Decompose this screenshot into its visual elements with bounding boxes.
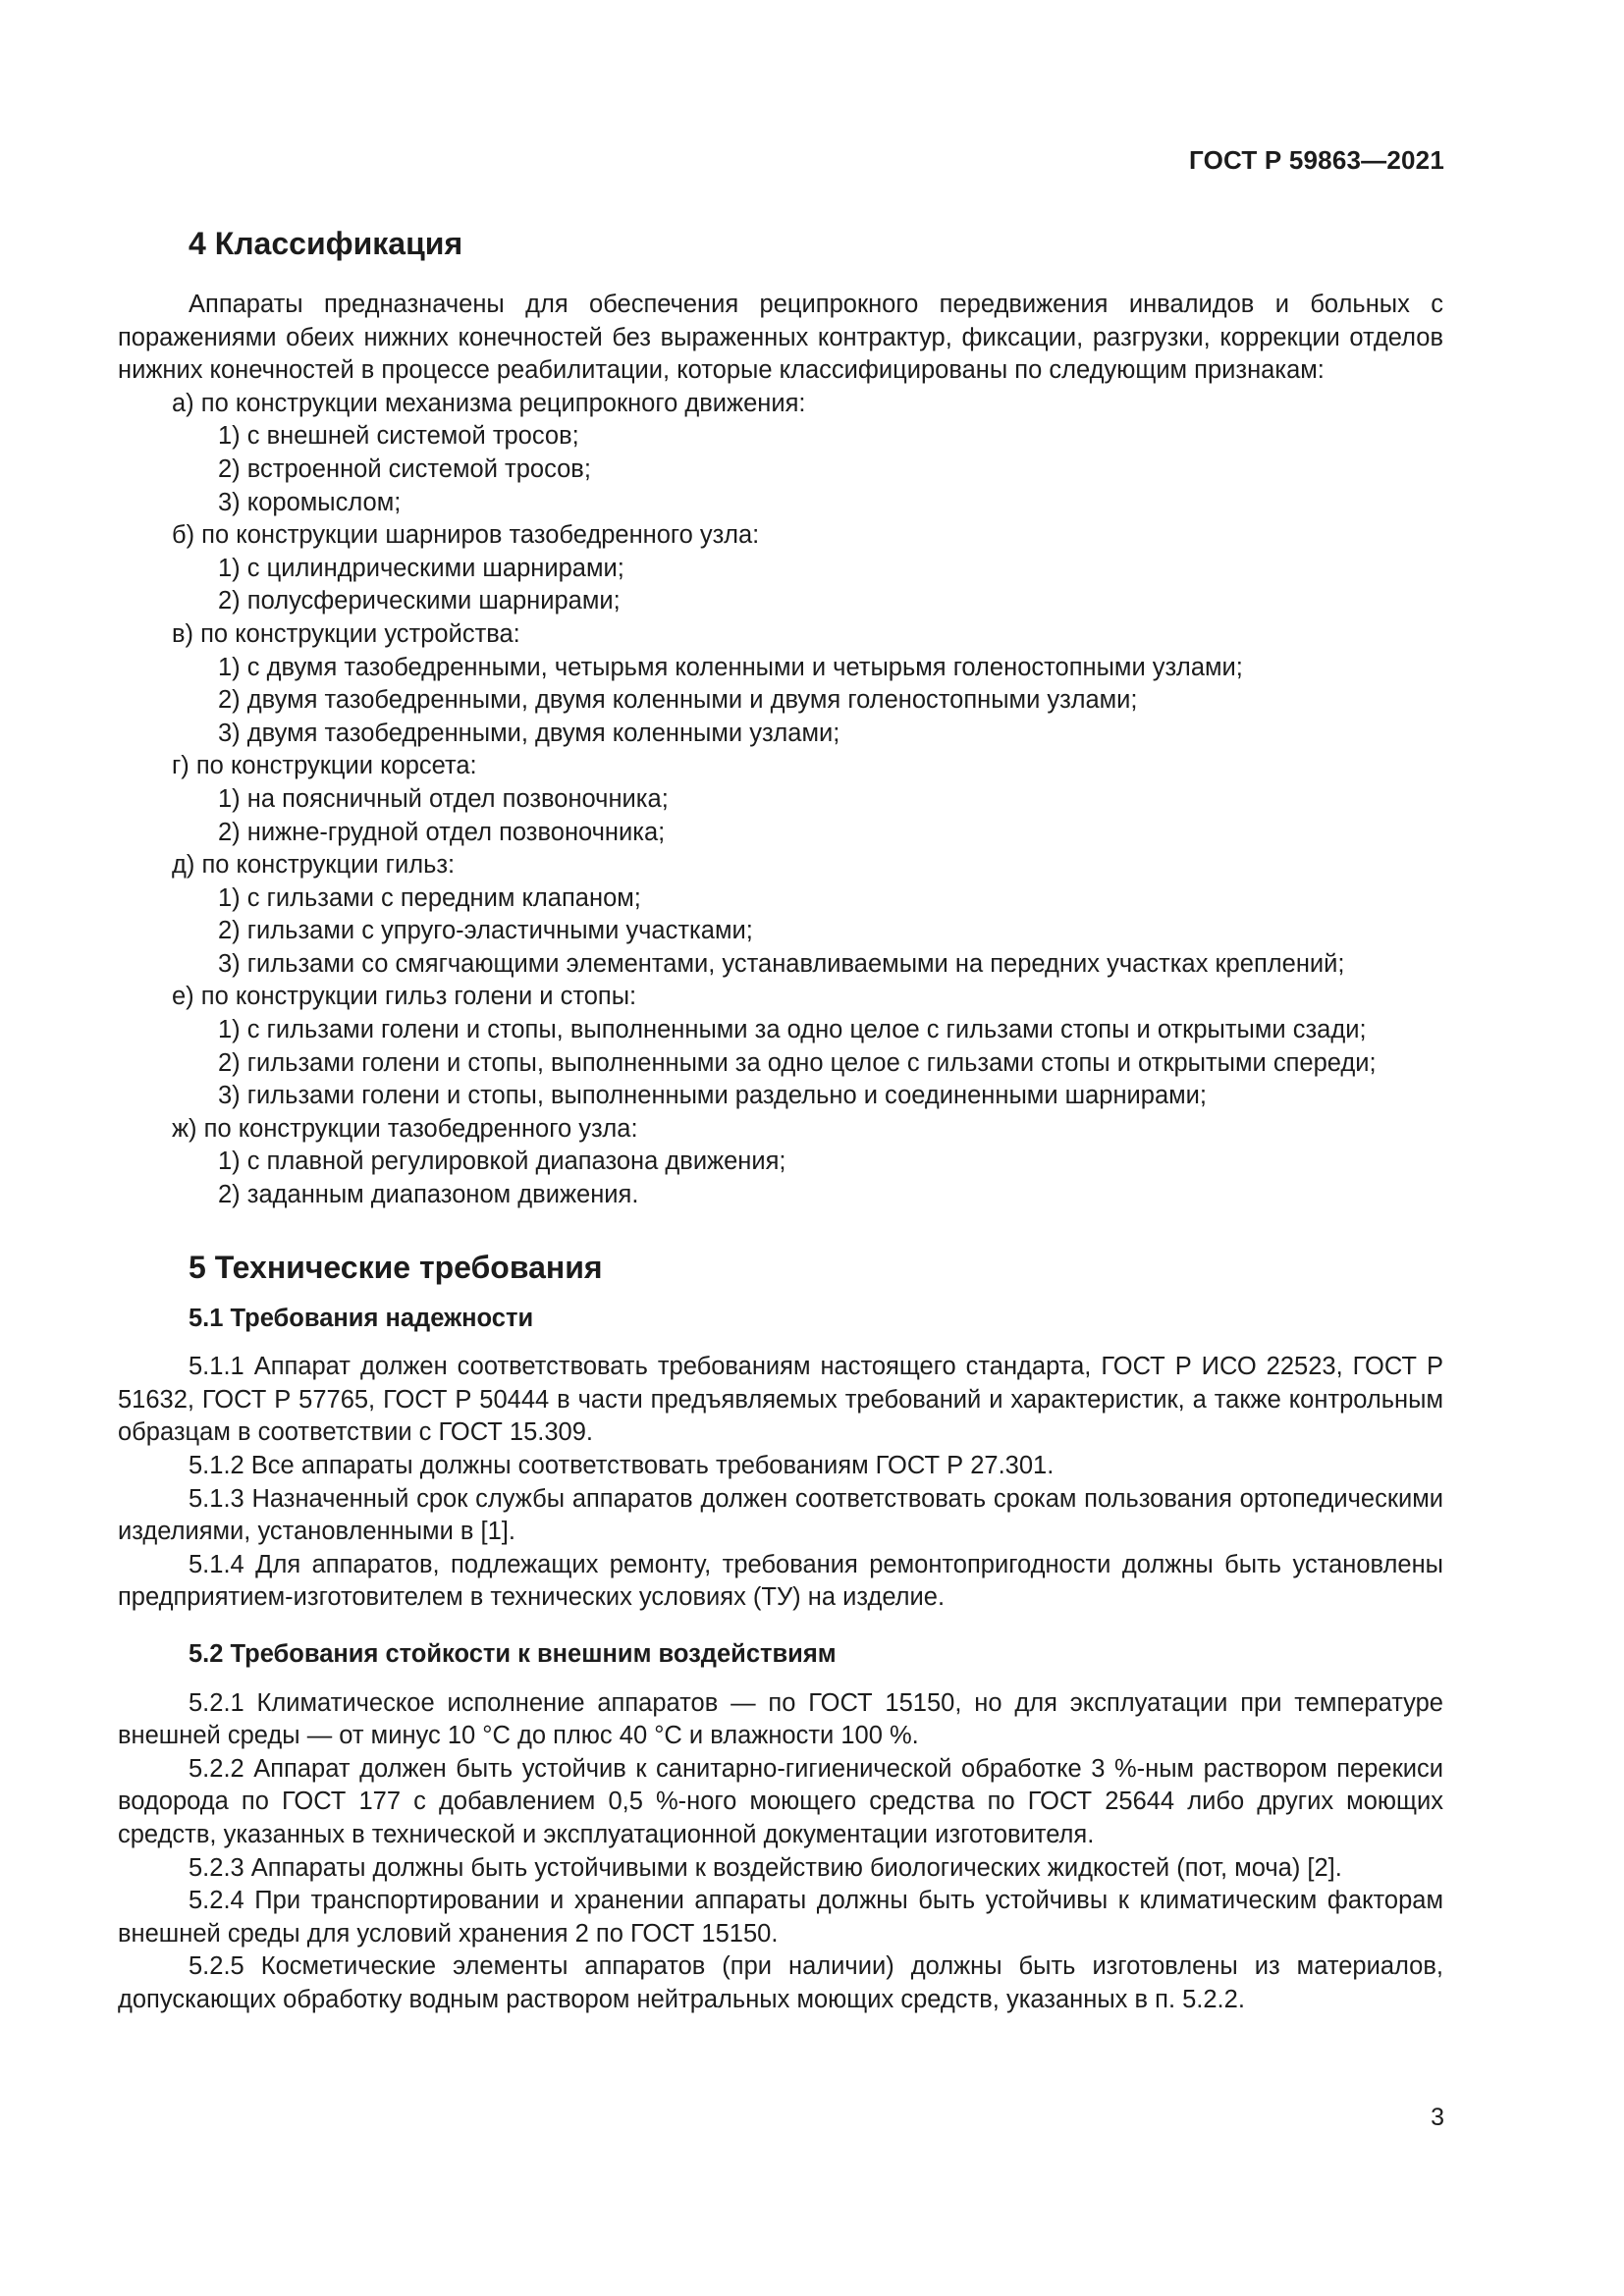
list-subitem: 2) полусферическими шарнирами; <box>218 587 621 615</box>
list-item: а) по конструкции механизма реципрокного движения: <box>172 389 806 417</box>
clause-5-1-4: 5.1.4 Для аппаратов, подлежащих ремонту, требования ремонтопригодности должны быть установлены предприятием-изготовителем в технических условиях (ТУ) на изделие. <box>118 1550 1443 1612</box>
list-subitem: 1) с гильзами с передним клапаном; <box>218 883 641 912</box>
clause-5-2-4: 5.2.4 При транспортировании и хранении аппараты должны быть устойчивы к климатическим факторам внешней среды для условий хранения 2 по ГОСТ 15150. <box>118 1887 1443 1948</box>
clause-5-2-3: 5.2.3 Аппараты должны быть устойчивыми к воздействию биологических жидкостей (пот, моча) [2]. <box>189 1853 1342 1882</box>
list-subitem: 2) гильзами голени и стопы, выполненными за одно целое с гильзами стопы и открытыми спереди; <box>218 1048 1377 1077</box>
subsection-5-1-title: 5.1 Требования надежности <box>189 1304 534 1332</box>
list-item: в) по конструкции устройства: <box>172 619 520 648</box>
clause-5-2-1: 5.2.1 Климатическое исполнение аппаратов — по ГОСТ 15150, но для эксплуатации при температуре внешней среды — от минус 10 °С до плюс 40 °С и влажности 100 %. <box>118 1688 1443 1750</box>
list-subitem: 3) гильзами со смягчающими элементами, устанавливаемыми на передних участках креплений; <box>218 949 1345 978</box>
list-item: е) по конструкции гильз голени и стопы: <box>172 983 637 1011</box>
list-item: б) по конструкции шарниров тазобедренного узла: <box>172 521 760 550</box>
page-number: 3 <box>1431 2104 1444 2131</box>
document-code: ГОСТ Р 59863—2021 <box>1189 145 1444 175</box>
subsection-5-2-title: 5.2 Требования стойкости к внешним воздействиям <box>189 1639 837 1668</box>
list-subitem: 1) с внешней системой тросов; <box>218 422 579 451</box>
list-subitem: 3) двумя тазобедренными, двумя коленными узлами; <box>218 719 840 747</box>
clause-5-2-5: 5.2.5 Косметические элементы аппаратов (при наличии) должны быть изготовлены из материалов, допускающих обработку водным раствором нейтральных моющих средств, указанных в п. 5.2.2. <box>118 1952 1443 2013</box>
section-5-title: 5 Технические требования <box>189 1249 603 1285</box>
list-subitem: 1) с плавной регулировкой диапазона движения; <box>218 1148 786 1176</box>
clause-5-1-2: 5.1.2 Все аппараты должны соответствовать требованиям ГОСТ Р 27.301. <box>189 1452 1055 1479</box>
list-subitem: 2) заданным диапазоном движения. <box>218 1181 639 1209</box>
list-subitem: 1) на поясничный отдел позвоночника; <box>218 784 669 813</box>
section-4-intro: Аппараты предназначены для обеспечения реципрокного передвижения инвалидов и больных с поражениями обеих нижних конечностей без выраженных контрактур, фиксации, разгрузки, коррекции отделов нижних конечностей в процессе реабилитации, которые классифицированы по следующим признакам: <box>118 291 1443 385</box>
list-subitem: 3) гильзами голени и стопы, выполненными раздельно и соединенными шарнирами; <box>218 1082 1208 1110</box>
section-4-title: 4 Классификация <box>189 226 463 261</box>
list-item: г) по конструкции корсета: <box>172 752 477 780</box>
list-subitem: 1) с двумя тазобедренными, четырьмя коленными и четырьмя голеностопными узлами; <box>218 653 1243 681</box>
list-subitem: 2) гильзами с упруго-эластичными участками; <box>218 917 753 945</box>
list-item: д) по конструкции гильз: <box>172 851 456 880</box>
classification-list <box>118 388 1443 1212</box>
list-subitem: 2) встроенной системой тросов; <box>218 454 591 483</box>
list-subitem: 1) с гильзами голени и стопы, выполненными за одно целое с гильзами стопы и открытыми сзади; <box>218 1016 1367 1044</box>
clause-5-1-1: 5.1.1 Аппарат должен соответствовать требованиям настоящего стандарта, ГОСТ Р ИСО 22523, ГОСТ Р 51632, ГОСТ Р 57765, ГОСТ Р 50444 в части предъявляемых требований и характеристик, а также контрольным образцам в соответствии с ГОСТ 15.309. <box>118 1353 1443 1447</box>
list-subitem: 2) нижне-грудной отдел позвоночника; <box>218 818 666 846</box>
list-subitem: 1) с цилиндрическими шарнирами; <box>218 554 624 582</box>
clause-5-1-3: 5.1.3 Назначенный срок службы аппаратов должен соответствовать срокам пользования ортопедическими изделиями, установленными в [1]. <box>118 1484 1443 1546</box>
list-item: ж) по конструкции тазобедренного узла: <box>172 1114 638 1143</box>
list-subitem: 2) двумя тазобедренными, двумя коленными и двумя голеностопными узлами; <box>218 686 1138 715</box>
list-subitem: 3) коромыслом; <box>218 488 402 516</box>
page-content <box>118 224 1443 2017</box>
clause-5-2-2: 5.2.2 Аппарат должен быть устойчив к санитарно-гигиенической обработке 3 %-ным раствором перекиси водорода по ГОСТ 177 с добавлением 0,5 %-ного моющего средства по ГОСТ 25644 либо других моющих средств, указанных в технической и эксплуатационной документации изготовителя. <box>118 1754 1443 1848</box>
